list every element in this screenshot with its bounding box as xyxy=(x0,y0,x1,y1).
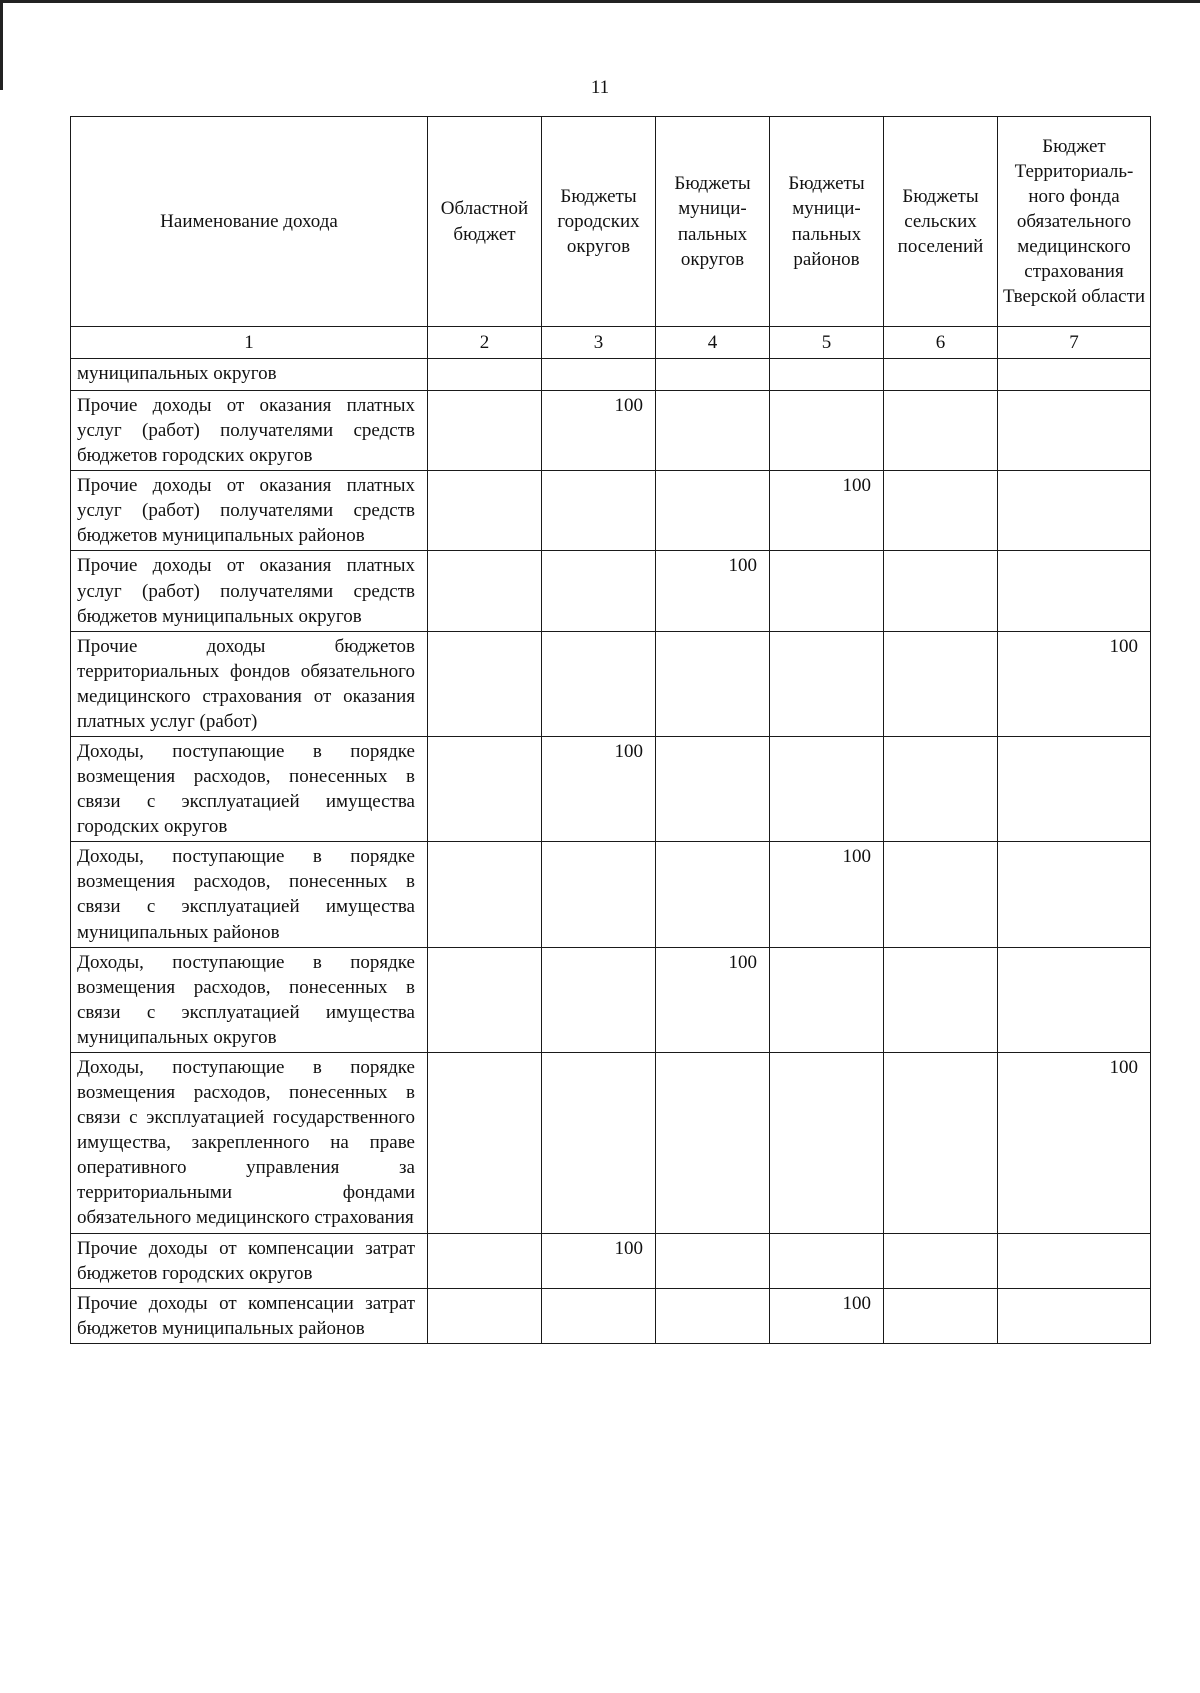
share-value xyxy=(770,631,884,736)
share-value: 100 xyxy=(542,391,656,471)
share-value xyxy=(428,631,542,736)
share-value: 100 xyxy=(998,631,1151,736)
header-revenue-name: Наименование дохода xyxy=(71,117,428,327)
share-value xyxy=(656,737,770,842)
share-value xyxy=(770,551,884,631)
column-number: 2 xyxy=(428,327,542,359)
revenue-name: Прочие доходы от оказания платных услуг (работ) получателями средств бюджетов городских округов xyxy=(71,391,428,471)
column-number: 6 xyxy=(884,327,998,359)
share-value xyxy=(884,842,998,947)
share-value xyxy=(998,551,1151,631)
share-value xyxy=(428,1233,542,1288)
share-value xyxy=(998,391,1151,471)
share-value xyxy=(428,1052,542,1233)
share-value xyxy=(428,551,542,631)
table-row xyxy=(71,631,1151,736)
share-value xyxy=(998,947,1151,1052)
share-value xyxy=(770,1233,884,1288)
share-value xyxy=(884,551,998,631)
share-value: 100 xyxy=(656,551,770,631)
share-value xyxy=(998,1233,1151,1288)
share-value: 100 xyxy=(542,737,656,842)
table-row xyxy=(71,1288,1151,1343)
share-value: 100 xyxy=(770,471,884,551)
revenue-name: Доходы, поступающие в порядке возмещения расходов, понесенных в связи с эксплуатацией имущества муниципальных районов xyxy=(71,842,428,947)
share-value xyxy=(428,737,542,842)
share-value xyxy=(998,359,1151,391)
revenue-name: Прочие доходы от оказания платных услуг (работ) получателями средств бюджетов муниципальных районов xyxy=(71,471,428,551)
table-row xyxy=(71,842,1151,947)
share-value xyxy=(884,631,998,736)
table-row xyxy=(71,1233,1151,1288)
share-value: 100 xyxy=(656,947,770,1052)
share-value xyxy=(998,842,1151,947)
table-row xyxy=(71,471,1151,551)
header-municipal-regions: Бюджеты муници-пальных районов xyxy=(770,117,884,327)
share-value xyxy=(884,1233,998,1288)
column-number: 1 xyxy=(71,327,428,359)
share-value xyxy=(428,1288,542,1343)
column-number: 3 xyxy=(542,327,656,359)
share-value xyxy=(656,391,770,471)
share-value xyxy=(998,471,1151,551)
share-value xyxy=(656,1288,770,1343)
share-value xyxy=(884,359,998,391)
share-value xyxy=(770,359,884,391)
column-number: 5 xyxy=(770,327,884,359)
share-value xyxy=(542,471,656,551)
share-value xyxy=(770,947,884,1052)
share-value xyxy=(884,737,998,842)
share-value: 100 xyxy=(542,1233,656,1288)
share-value xyxy=(770,1052,884,1233)
scan-edge-left xyxy=(0,0,3,90)
revenue-name: Доходы, поступающие в порядке возмещения расходов, понесенных в связи с эксплуатацией государственного имущества, закрепленного на праве оперативного управления за территориальными фондами обязательного медицинского страхования xyxy=(71,1052,428,1233)
share-value xyxy=(884,947,998,1052)
table-row xyxy=(71,947,1151,1052)
table-row xyxy=(71,391,1151,471)
table-header-row xyxy=(71,117,1151,327)
header-municipal-districts: Бюджеты муници-пальных округов xyxy=(656,117,770,327)
table-row xyxy=(71,359,1151,391)
share-value xyxy=(998,737,1151,842)
scan-edge-top xyxy=(0,0,1200,3)
share-value xyxy=(428,842,542,947)
share-value xyxy=(770,391,884,471)
share-value xyxy=(656,359,770,391)
revenue-name: Прочие доходы бюджетов территориальных фондов обязательного медицинского страхования от оказания платных услуг (работ) xyxy=(71,631,428,736)
revenue-name: Доходы, поступающие в порядке возмещения расходов, понесенных в связи с эксплуатацией имущества муниципальных округов xyxy=(71,947,428,1052)
share-value xyxy=(656,631,770,736)
share-value xyxy=(542,359,656,391)
revenue-distribution-table xyxy=(70,116,1151,1344)
share-value xyxy=(542,1288,656,1343)
share-value xyxy=(656,842,770,947)
revenue-name: муниципальных округов xyxy=(71,359,428,391)
share-value xyxy=(542,842,656,947)
share-value xyxy=(428,391,542,471)
share-value xyxy=(884,1288,998,1343)
table-row xyxy=(71,1052,1151,1233)
column-number-row xyxy=(71,327,1151,359)
share-value xyxy=(542,551,656,631)
share-value xyxy=(998,1288,1151,1343)
share-value: 100 xyxy=(998,1052,1151,1233)
share-value xyxy=(884,471,998,551)
column-number: 7 xyxy=(998,327,1151,359)
share-value xyxy=(656,1052,770,1233)
share-value xyxy=(656,1233,770,1288)
table-row xyxy=(71,551,1151,631)
revenue-name: Прочие доходы от оказания платных услуг (работ) получателями средств бюджетов муниципальных округов xyxy=(71,551,428,631)
share-value xyxy=(542,631,656,736)
share-value xyxy=(542,947,656,1052)
share-value: 100 xyxy=(770,1288,884,1343)
revenue-name: Прочие доходы от компенсации затрат бюджетов муниципальных районов xyxy=(71,1288,428,1343)
column-number: 4 xyxy=(656,327,770,359)
revenue-name: Доходы, поступающие в порядке возмещения расходов, понесенных в связи с эксплуатацией имущества городских округов xyxy=(71,737,428,842)
share-value xyxy=(428,947,542,1052)
header-regional-budget: Областной бюджет xyxy=(428,117,542,327)
page-number: 11 xyxy=(590,77,610,98)
table-row xyxy=(71,737,1151,842)
revenue-name: Прочие доходы от компенсации затрат бюджетов городских округов xyxy=(71,1233,428,1288)
share-value xyxy=(770,737,884,842)
header-territorial-fund: Бюджет Территориаль-ного фонда обязательного медицинского страхования Тверской области xyxy=(998,117,1151,327)
share-value xyxy=(428,359,542,391)
share-value xyxy=(884,1052,998,1233)
header-rural-settlements: Бюджеты сельских поселений xyxy=(884,117,998,327)
share-value xyxy=(656,471,770,551)
share-value xyxy=(542,1052,656,1233)
share-value xyxy=(428,471,542,551)
header-city-districts: Бюджеты городских округов xyxy=(542,117,656,327)
share-value: 100 xyxy=(770,842,884,947)
share-value xyxy=(884,391,998,471)
